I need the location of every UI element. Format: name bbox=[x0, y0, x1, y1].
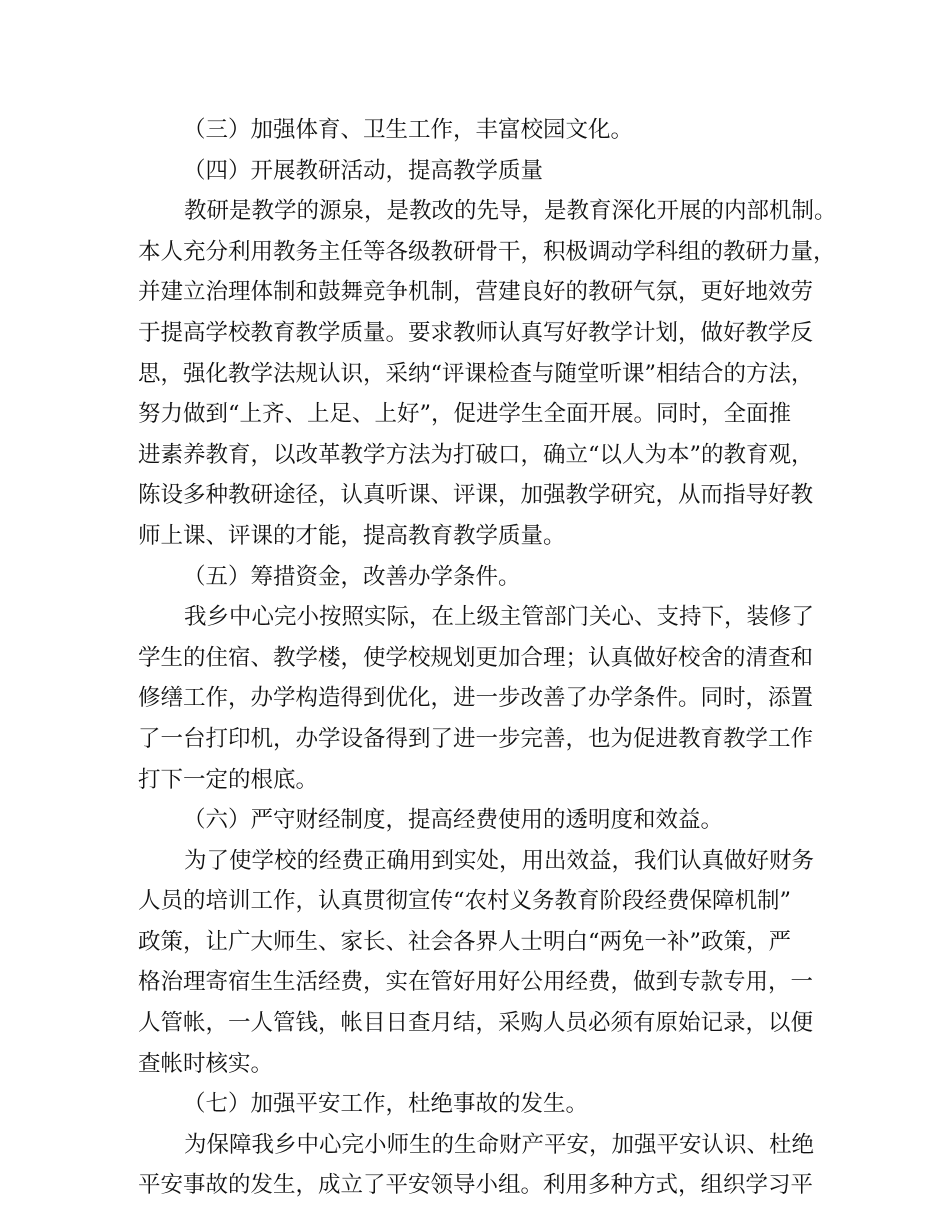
paragraph-line: 努力做到“上齐、上足、上好”，促进学生全面开展。同时，全面推 bbox=[138, 401, 792, 428]
paragraph-line: 并建立治理体制和鼓舞竞争机制，营建良好的教研气氛，更好地效劳 bbox=[138, 279, 814, 306]
paragraph-line: 查帐时核实。 bbox=[138, 1050, 274, 1077]
section-heading-3 bbox=[138, 110, 818, 151]
paragraph-line: 为保障我乡中心完小师生的生命财产平安，加强平安认识、杜绝 bbox=[184, 1131, 815, 1158]
paragraph-line: 为了使学校的经费正确用到实处，用出效益，我们认真做好财务 bbox=[184, 847, 815, 874]
paragraph-line: 人员的培训工作，认真贯彻宣传“农村义务教育阶段经费保障机制” bbox=[138, 888, 792, 915]
paragraph-line: 进素养教育，以改革教学方法为打破口，确立“以人为本”的教育观， bbox=[138, 441, 814, 468]
paragraph-line: 本人充分利用教务主任等各级教研骨干，积极调动学科组的教研力量， bbox=[138, 238, 836, 265]
section-heading-7 bbox=[138, 1084, 818, 1125]
paragraph-line: 政策，让广大师生、家长、社会各界人士明白“两免一补”政策，严 bbox=[138, 928, 792, 955]
heading-text: （六）严守财经制度，提高经费使用的透明度和效益。 bbox=[183, 807, 724, 834]
paragraph-line: 教研是教学的源泉，是教改的先导，是教育深化开展的内部机制。 bbox=[184, 198, 837, 225]
paragraph-line: 人管帐，一人管钱，帐目日查月结，采购人员必须有原始记录，以便 bbox=[138, 1010, 814, 1037]
section-heading-4 bbox=[138, 151, 818, 192]
paragraph-line: 陈设多种教研途径，认真听课、评课，加强教学研究，从而指导好教 bbox=[138, 482, 814, 509]
document-body bbox=[138, 110, 837, 1206]
paragraph-line: 格治理寄宿生生活经费，实在管好用好公用经费，做到专款专用，一 bbox=[138, 969, 814, 996]
paragraph-line: 修缮工作，办学构造得到优化，进一步改善了办学条件。同时，添置 bbox=[138, 685, 814, 712]
paragraph-line: 平安事故的发生，成立了平安领导小组。利用多种方式，组织学习平 bbox=[138, 1172, 814, 1199]
paragraph-line: 打下一定的根底。 bbox=[138, 766, 319, 793]
section-heading-6 bbox=[138, 800, 818, 841]
paragraph-line: 于提高学校教育教学质量。要求教师认真写好教学计划，做好教学反 bbox=[138, 319, 814, 346]
paragraph-line: 学生的住宿、教学楼，使学校规划更加合理；认真做好校舍的清查和 bbox=[138, 644, 814, 671]
section-heading-5 bbox=[138, 557, 818, 598]
paragraph-line: 我乡中心完小按照实际，在上级主管部门关心、支持下，装修了 bbox=[184, 604, 815, 631]
heading-text: （七）加强平安工作，杜绝事故的发生。 bbox=[183, 1091, 589, 1118]
paragraph-line: 思，强化教学法规认识，采纳“评课检查与随堂听课”相结合的方法， bbox=[138, 360, 814, 387]
paragraph-line: 了一台打印机，办学设备得到了进一步完善，也为促进教育教学工作 bbox=[138, 725, 814, 752]
heading-text: （四）开展教研活动，提高教学质量 bbox=[183, 157, 544, 184]
heading-text: （五）筹措资金，改善办学条件。 bbox=[183, 563, 521, 590]
paragraph-line: 师上课、评课的才能，提高教育教学质量。 bbox=[138, 522, 566, 549]
heading-text: （三）加强体育、卫生工作，丰富校园文化。 bbox=[183, 117, 634, 143]
